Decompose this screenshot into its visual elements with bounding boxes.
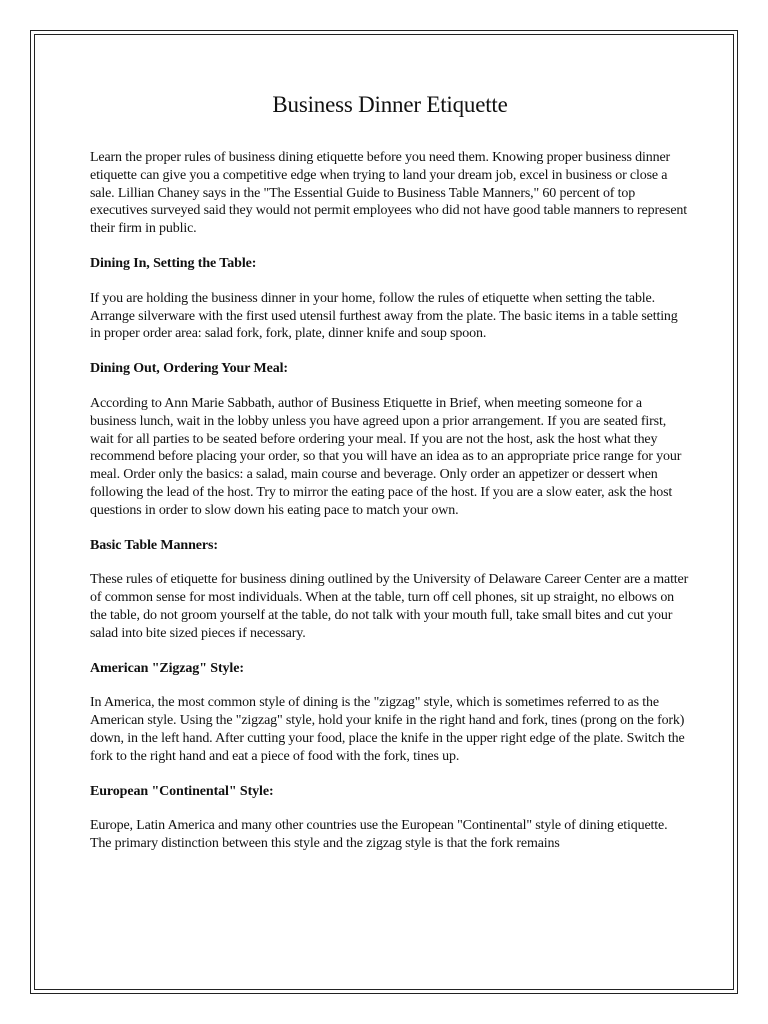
- section-body-dining-out: According to Ann Marie Sabbath, author of Business Etiquette in Brief, when meeting someone for a business lunch, wait in the lobby unless you have agreed upon a prior arrangement. If you are seated first, wait for all parties to be seated before ordering your meal. If you are not the host, ask the host what they recommend before placing your order, so that you will have an idea as to an appropriate price range for your meal. Order only the basics: a salad, main course and beverage. Only order an appetizer or dessert when following the lead of the host. Try to mirror the eating pace of the host. If you are a slow eater, ask the host questions in order to slow down his eating pace to match your own.: [90, 395, 682, 518]
- section-heading-dining-out: Dining Out, Ordering Your Meal:: [90, 361, 288, 377]
- document-body: [90, 92, 690, 870]
- section-heading-american-style: American "Zigzag" Style:: [90, 660, 244, 676]
- document-title: Business Dinner Etiquette: [272, 92, 508, 117]
- section-body-american-style: In America, the most common style of dining is the "zigzag" style, which is sometimes referred to as the American style. Using the "zigzag" style, hold your knife in the right hand and fork, tines (prong on the fork) down, in the left hand. After cutting your food, place the knife in the upper right edge of the plate. Switch the fork to the right hand and eat a piece of food with the fork, tines up.: [90, 695, 685, 764]
- section-body-continental-style: Europe, Latin America and many other countries use the European "Continental" style of dining etiquette. The primary distinction between this style and the zigzag style is that the fork remains: [90, 818, 668, 852]
- section-body-dining-in: If you are holding the business dinner in your home, follow the rules of etiquette when setting the table. Arrange silverware with the first used utensil furthest away from the plate. The basic items in a table setting in proper order area: salad fork, fork, plate, dinner knife and soup spoon.: [90, 290, 678, 342]
- section-heading-dining-in: Dining In, Setting the Table:: [90, 255, 257, 271]
- section-heading-table-manners: Basic Table Manners:: [90, 537, 218, 553]
- section-heading-continental-style: European "Continental" Style:: [90, 783, 274, 799]
- section-body-table-manners: These rules of etiquette for business dining outlined by the University of Delaware Career Center are a matter of common sense for most individuals. When at the table, turn off cell phones, sit up straight, no elbows on the table, do not groom yourself at the table, do not talk with your mouth full, take small bites and cut your salad into bite sized pieces if necessary.: [90, 572, 689, 641]
- intro-paragraph: Learn the proper rules of business dining etiquette before you need them. Knowing proper business dinner etiquette can give you a competitive edge when trying to land your dream job, excel in business or close a sale. Lillian Chaney says in the "The Essential Guide to Business Table Manners," 60 percent of top executives surveyed said they would not permit employees who did not have good table manners to represent their firm in public.: [90, 150, 687, 237]
